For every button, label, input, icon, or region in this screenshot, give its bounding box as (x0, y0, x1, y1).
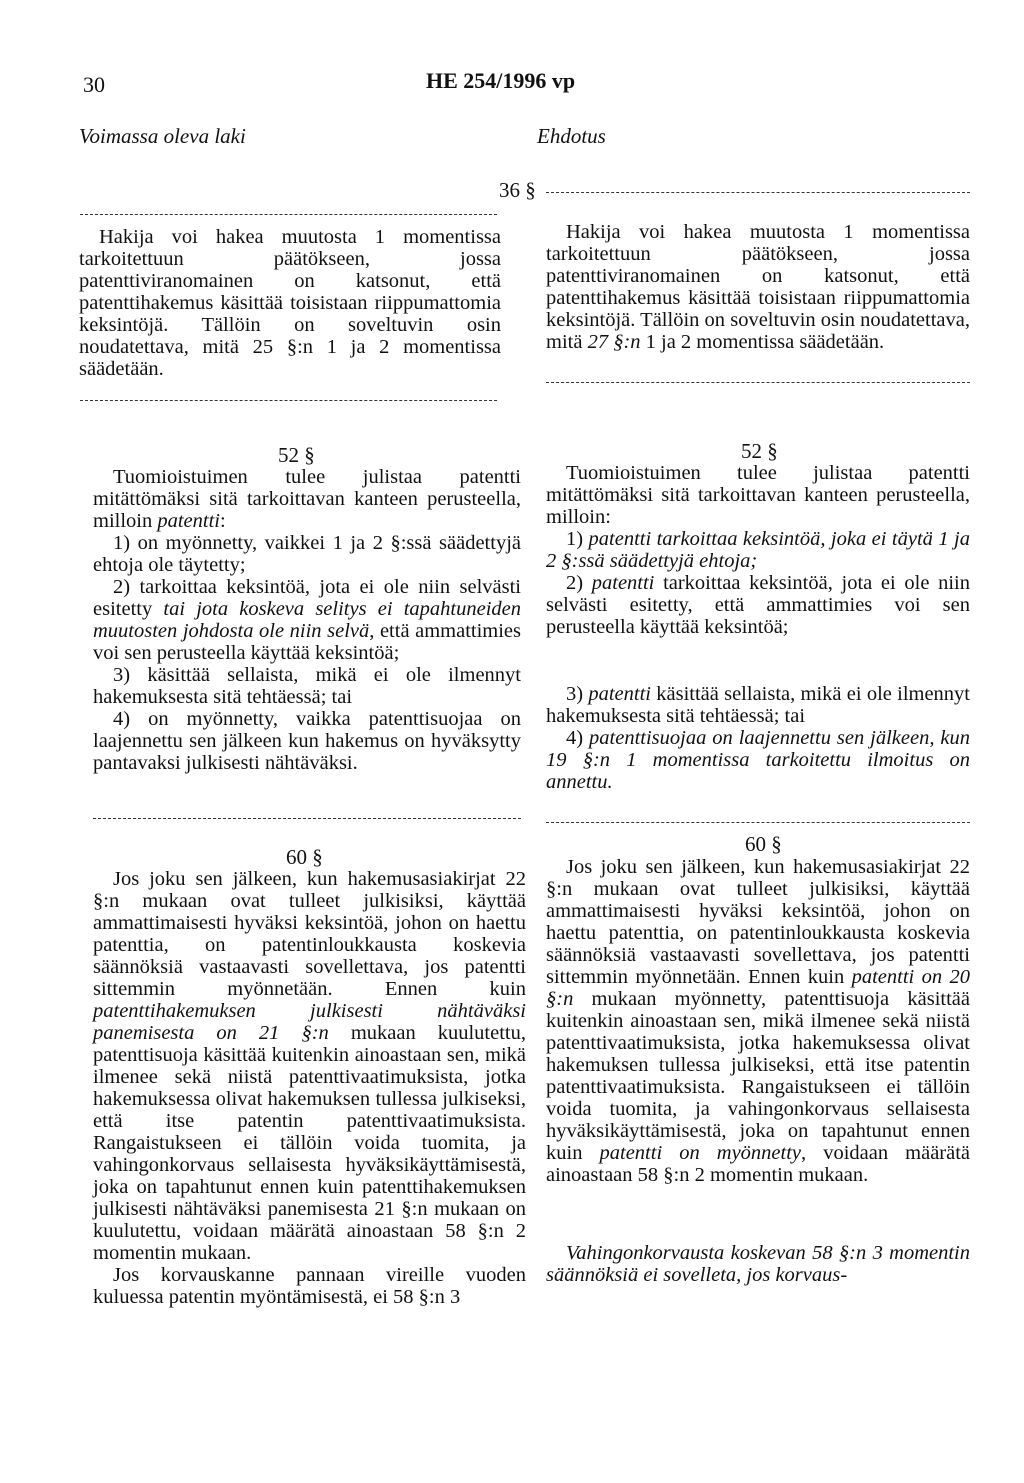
text-run: 2) tarkoittaa keksintöä, jota ei ole niin selvästi esitetty (93, 576, 521, 620)
text-run: : (220, 510, 226, 532)
list-item (546, 528, 970, 572)
italic-run: tai jota koskeva selitys ei tapahtuneiden muutosten johdosta ole niin selvä (93, 598, 521, 642)
section-52-right-text (546, 462, 970, 638)
section-52-right-text-continued (546, 683, 970, 793)
text-run: Hakija voi hakea muutosta 1 momentissa tarkoitettuun päätökseen, jossa patenttiviranomainen on katsonut, että patenttihakemus käsittää toisistaan riippumattomia keksintöjä. Tällöin on soveltuvin osin noudatettava, mitä (546, 221, 970, 353)
text-run: 3) (566, 683, 589, 705)
dashed-separator (546, 382, 970, 383)
left-column-heading: Voimassa oleva laki (79, 124, 246, 148)
section-60-right-text (546, 856, 970, 1186)
section-60-left-text (93, 868, 526, 1308)
section-60-right-heading: 60 § (745, 832, 782, 856)
text-run: Jos joku sen jälkeen, kun hakemusasiakirjat 22 §:n mukaan ovat tulleet julkisiksi, käyttää ammattimaisesti hyväksi keksintöä, johon on haettu patenttia, on patentinloukkausta koskevia säännöksiä vastaavasti sovellettava, jos patentti sittemmin myönnetään. Ennen kuin (546, 856, 970, 988)
italic-run: patenttihakemuksen julkisesti nähtäväksi panemisesta on 21 §:n (93, 1000, 526, 1044)
italic-run: patentti on 20 §:n (546, 966, 970, 1010)
italic-run: patenttisuojaa on laajennettu sen jälkeen, kun 19 §:n 1 momentissa tarkoitettu ilmoitus on annettu. (546, 727, 971, 793)
list-item (546, 727, 970, 793)
text-run: mukaan myönnetty, patenttisuoja käsittää kuitenkin ainoastaan sen, mikä ilmenee sekä niistä patenttivaatimuksista, jotka hakemuksessa olivat hakemuksen tullessa julkiseksi, että itse patentin patenttivaatimuksista. Rangaistukseen ei tällöin voida tuomita, ja vahingonkorvaus sellaisesta hyväksikäyttämisestä, joka on tapahtunut ennen kuin (546, 988, 970, 1164)
list-item (546, 683, 970, 727)
section-52-right-heading: 52 § (741, 439, 778, 463)
italic-run: patentti (591, 572, 655, 594)
paragraph (93, 466, 521, 532)
page-number: 30 (83, 72, 105, 97)
dashed-separator (546, 822, 970, 823)
dashed-separator (546, 192, 970, 193)
text-run: käsittää sellaista, mikä ei ole ilmennyt hakemuksesta sitä tehtäessä; tai (546, 683, 971, 727)
paragraph (546, 1242, 970, 1286)
document-reference: HE 254/1996 vp (426, 68, 576, 93)
text-run: 1 ja 2 momentissa säädetään. (640, 331, 885, 353)
italic-run: patentti on myönnetty (599, 1142, 802, 1164)
list-item: 3) käsittää sellaista, mikä ei ole ilmennyt hakemuksesta sitä tehtäessä; tai (93, 664, 521, 708)
italic-run: 27 §:n (587, 331, 641, 353)
text-run: Jos joku sen jälkeen, kun hakemusasiakirjat 22 §:n mukaan ovat tulleet julkisiksi, käyttää ammattimaisesti hyväksi keksintöä, johon on haettu patenttia, on patentinloukkausta koskevia säännöksiä vastaavasti sovellettava, jos patentti sittemmin myönnetään. Ennen kuin (93, 868, 526, 1000)
text-run: 1) (566, 528, 589, 550)
paragraph: Hakija voi hakea muutosta 1 momentissa tarkoitettuun päätökseen, jossa patenttiviranomainen on katsonut, että patenttihakemus käsittää toisistaan riippumattomia keksintöjä. Tällöin on soveltuvin osin noudatettava, mitä 25 §:n 1 ja 2 momentissa säädetään. (79, 226, 501, 380)
italic-run: patentti tarkoittaa keksintöä, joka ei täytä 1 ja 2 §:ssä säädettyjä ehtoja; (546, 528, 970, 572)
italic-run: Vahingonkorvausta koskevan 58 §:n 3 momentin säännöksiä ei sovelleta, jos korvaus- (546, 1242, 970, 1286)
section-60-left-heading: 60 § (286, 845, 323, 869)
text-run: , voidaan määrätä ainoastaan 58 §:n 2 momentin mukaan. (546, 1142, 971, 1186)
section-36-right-text (546, 221, 970, 353)
text-run: 2) (566, 572, 592, 594)
section-36-heading: 36 § (499, 178, 536, 202)
list-item: 4) on myönnetty, vaikka patenttisuojaa on laajennettu sen jälkeen kun hakemus on hyväksytty pantavaksi julkisesti nähtäväksi. (93, 708, 521, 774)
right-column-heading: Ehdotus (537, 124, 606, 148)
dashed-separator (80, 214, 497, 215)
italic-run: patentti (157, 510, 220, 532)
section-52-left-text (93, 466, 521, 774)
text-run: Tuomioistuimen tulee julistaa patentti mitättömäksi sitä tarkoittavan kanteen perusteella, milloin (93, 466, 521, 532)
section-36-left-text (79, 226, 501, 380)
dashed-separator (80, 400, 497, 401)
italic-run: patentti (588, 683, 651, 705)
list-item (546, 572, 970, 638)
text-run: , että ammattimies voi sen perusteella käyttää keksintöä; (93, 620, 522, 664)
paragraph (546, 221, 970, 353)
paragraph: Jos korvauskanne pannaan vireille vuoden kuluessa patentin myöntämisestä, ei 58 §:n 3 (93, 1264, 526, 1308)
section-60-right-note (546, 1242, 970, 1286)
paragraph (93, 868, 526, 1264)
text-run: 4) (566, 727, 590, 749)
text-run: mukaan kuulutettu, patenttisuoja käsittää kuitenkin ainoastaan sen, mikä ilmenee sekä niistä patenttivaatimuksista, jotka hakemuksessa olivat hakemuksen tullessa julkiseksi, että itse patentin patenttivaatimuksista. Rangaistukseen ei tällöin voida tuomita, ja vahingonkorvaus sellaisesta hyväksikäyttämisestä, joka on tapahtunut ennen kuin patenttihakemuksen julkisesti nähtäväksi panemisesta 21 §:n mukaan on kuulutettu, voidaan määrätä ainoastaan 58 §:n 2 momentin mukaan. (93, 1022, 526, 1264)
dashed-separator (93, 818, 521, 819)
paragraph (546, 856, 970, 1186)
list-item (93, 576, 521, 664)
list-item: 1) on myönnetty, vaikkei 1 ja 2 §:ssä säädettyjä ehtoja ole täytetty; (93, 532, 521, 576)
paragraph: Tuomioistuimen tulee julistaa patentti mitättömäksi sitä tarkoittavan kanteen perusteella, milloin: (546, 462, 970, 528)
text-run: tarkoittaa keksintöä, jota ei ole niin selvästi esitetty, että ammattimies voi sen perusteella käyttää keksintöä; (546, 572, 970, 638)
section-52-left-heading: 52 § (278, 443, 315, 467)
